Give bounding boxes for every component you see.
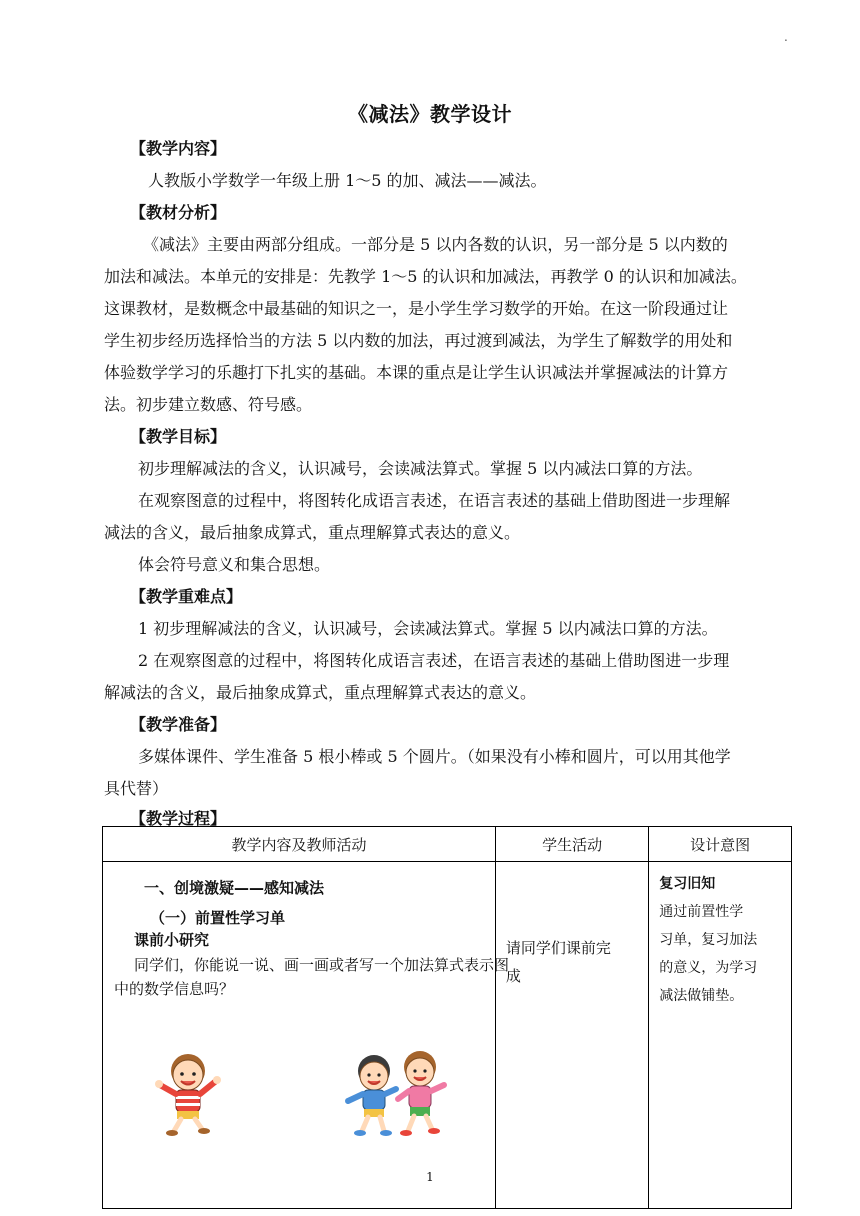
document-title: 《减法》教学设计: [348, 102, 512, 126]
heading-analysis: 【教材分析】: [130, 203, 227, 222]
goals-line: 体会符号意义和集合思想。: [138, 555, 331, 574]
intent-title: 复习旧知: [659, 876, 716, 892]
page-number: 1: [426, 1170, 434, 1184]
children-cartoon-illustration: [340, 1049, 454, 1139]
heading-key-points: 【教学重难点】: [130, 587, 243, 606]
boy-cartoon-illustration: [154, 1049, 224, 1137]
analysis-line: 加法和减法。本单元的安排是：先教学 1～5 的认识和加减法，再教学 0 的认识和加减法。: [104, 267, 747, 286]
analysis-line: 法。初步建立数感、符号感。: [104, 395, 313, 414]
content-text: 人教版小学数学一年级上册 1～5 的加、减法——减法。: [148, 171, 547, 190]
prep-line: 具代替）: [104, 779, 169, 798]
key-line: 2 在观察图意的过程中，将图转化成语言表述，在语言表述的基础上借助图进一步理: [138, 651, 730, 670]
heading-preparation: 【教学准备】: [130, 715, 227, 734]
prep-line: 多媒体课件、学生准备 5 根小棒或 5 个圆片。（如果没有小棒和圆片，可以用其他学: [138, 747, 731, 766]
corner-dot: .: [784, 30, 788, 44]
key-line: 解减法的含义，最后抽象成算式，重点理解算式表达的意义。: [104, 683, 537, 702]
intent-line: 减法做铺垫。: [659, 988, 744, 1004]
analysis-line: 体验数学学习的乐趣打下扎实的基础。本课的重点是让学生认识减法并掌握减法的计算方: [104, 363, 729, 382]
intent-line: 通过前置性学: [659, 904, 744, 920]
table-row: [103, 862, 792, 1209]
section-title: 一、创境激疑——感知减法: [144, 879, 325, 897]
heading-goals: 【教学目标】: [130, 427, 227, 446]
col-header-student: 学生活动: [495, 827, 648, 862]
heading-content: 【教学内容】: [130, 139, 227, 158]
cell-teacher-activity: [103, 862, 510, 1209]
intent-line: 的意义，为学习: [659, 960, 758, 976]
goals-line: 减法的含义，最后抽象成算式，重点理解算式表达的意义。: [104, 523, 521, 542]
col-header-intent: 设计意图: [649, 827, 792, 862]
student-activity-line: 请同学们课前完: [505, 939, 611, 957]
study-label: 课前小研究: [134, 931, 210, 949]
cell-student-activity: [495, 862, 648, 1209]
heading-process: 【教学过程】: [130, 809, 227, 828]
goals-line: 初步理解减法的含义，认识减号，会读减法算式。掌握 5 以内减法口算的方法。: [138, 459, 703, 478]
intent-line: 习单，复习加法: [659, 932, 758, 948]
question-text: 同学们，你能说一说、画一画或者写一个加法算式表示图中的数学信息吗？: [114, 956, 510, 998]
key-line: 1 初步理解减法的含义，认识减号，会读减法算式。掌握 5 以内减法口算的方法。: [138, 619, 718, 638]
analysis-line: 学生初步经历选择恰当的方法 5 以内数的加法，再过渡到减法，为学生了解数学的用处和: [104, 331, 733, 350]
col-header-content: 教学内容及教师活动: [103, 827, 496, 862]
goals-line: 在观察图意的过程中，将图转化成语言表述，在语言表述的基础上借助图进一步理解: [138, 491, 731, 510]
process-table: [102, 826, 792, 1209]
cell-design-intent: [649, 862, 792, 1209]
analysis-line: 这课教材，是数概念中最基础的知识之一，是小学生学习数学的开始。在这一阶段通过让: [104, 299, 729, 318]
analysis-line: 《减法》主要由两部分组成。一部分是 5 以内各数的认识，另一部分是 5 以内数的: [143, 235, 728, 254]
subsection-title: （一）前置性学习单: [150, 909, 286, 927]
table-header-row: [103, 827, 792, 862]
student-activity-line: 成: [505, 967, 521, 985]
